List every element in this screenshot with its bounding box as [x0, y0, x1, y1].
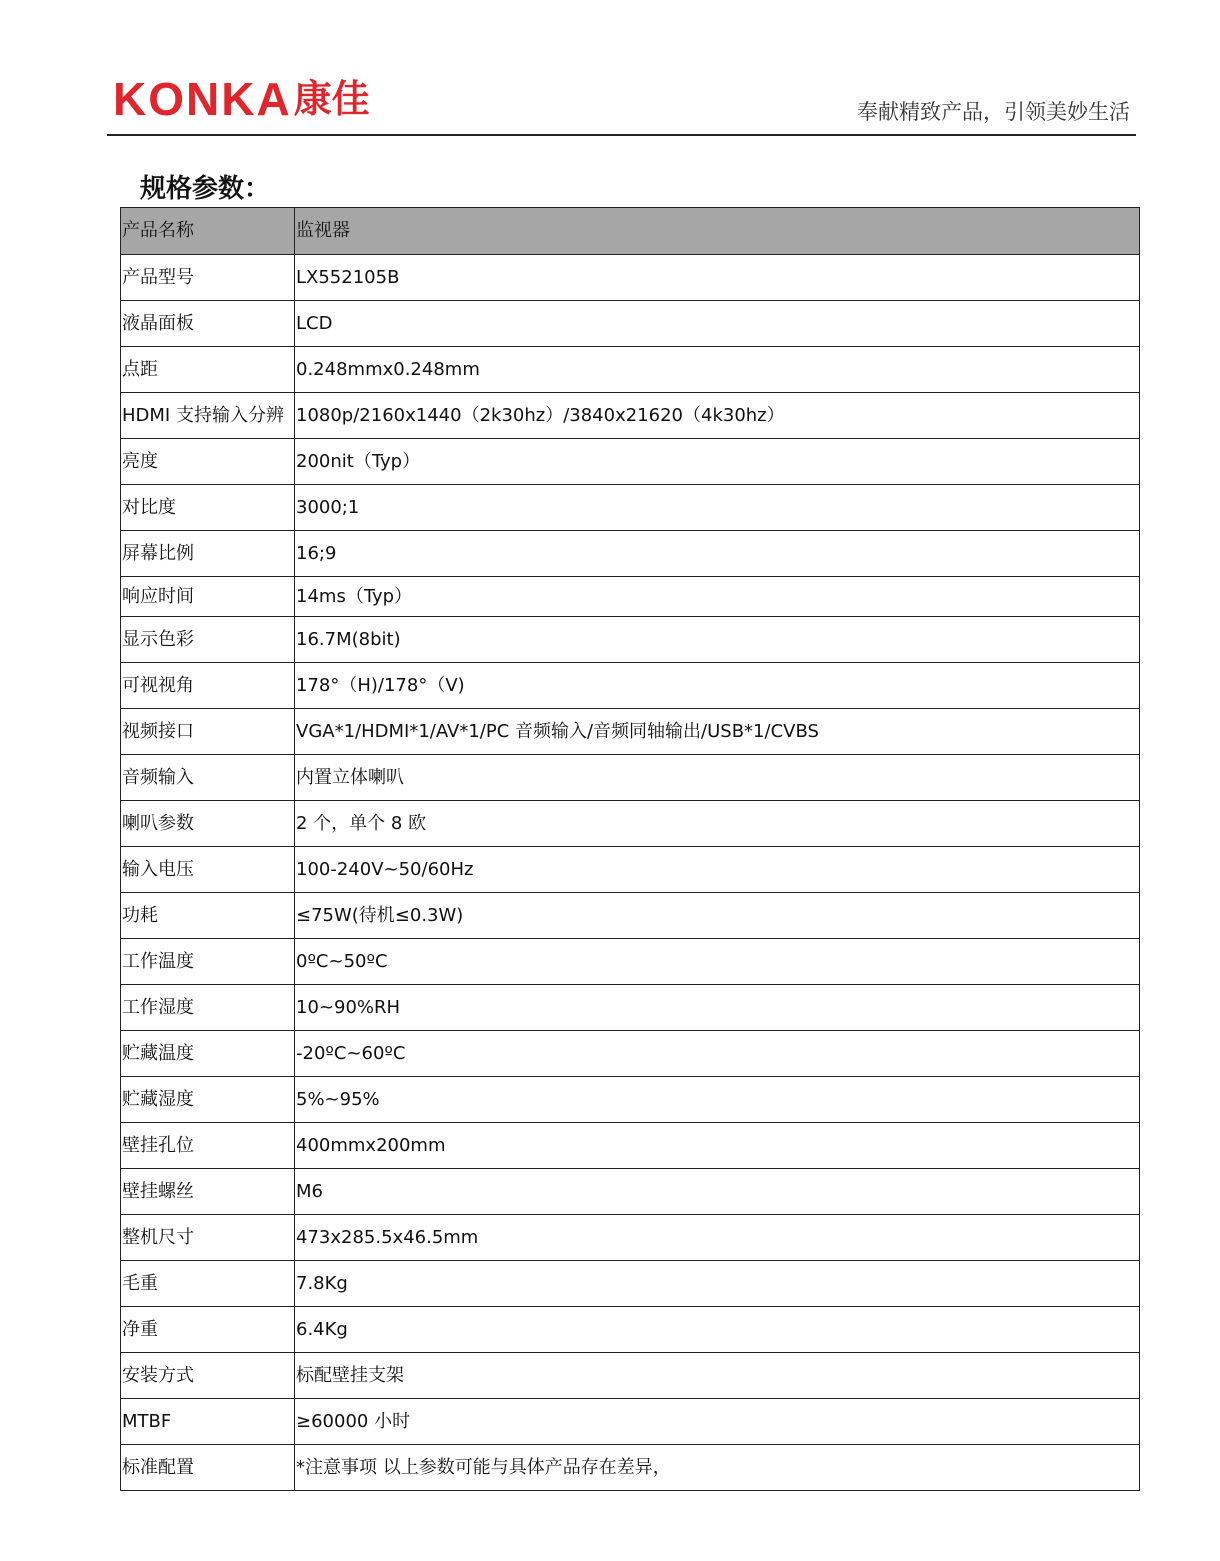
spec-value: 100-240V~50/60Hz — [295, 847, 1140, 893]
spec-label: 响应时间 — [121, 577, 295, 617]
spec-label: 功耗 — [121, 893, 295, 939]
table-row — [121, 755, 1140, 801]
spec-label: 可视视角 — [121, 663, 295, 709]
spec-value: 5%~95% — [295, 1077, 1140, 1123]
section-title: 规格参数： — [140, 174, 271, 204]
spec-value: 3000;1 — [295, 485, 1140, 531]
table-row — [121, 1261, 1140, 1307]
konka-logo — [113, 73, 370, 125]
spec-value: 标配壁挂支架 — [295, 1353, 1140, 1399]
spec-label: 视频接口 — [121, 709, 295, 755]
table-row — [121, 393, 1140, 439]
table-row — [121, 893, 1140, 939]
spec-value: VGA*1/HDMI*1/AV*1/PC 音频输入/音频同轴输出/USB*1/CVBS — [295, 709, 1140, 755]
spec-value: ≥60000 小时 — [295, 1399, 1140, 1445]
table-row — [121, 1307, 1140, 1353]
spec-label: 整机尺寸 — [121, 1215, 295, 1261]
table-row — [121, 1169, 1140, 1215]
spec-label: 喇叭参数 — [121, 801, 295, 847]
spec-value: 400mmx200mm — [295, 1123, 1140, 1169]
spec-value: 6.4Kg — [295, 1307, 1140, 1353]
table-row — [121, 485, 1140, 531]
spec-value: 16.7M(8bit) — [295, 617, 1140, 663]
spec-value: 200nit（Typ） — [295, 439, 1140, 485]
table-row — [121, 531, 1140, 577]
spec-value: M6 — [295, 1169, 1140, 1215]
table-row — [121, 709, 1140, 755]
spec-label: 对比度 — [121, 485, 295, 531]
spec-value: 10~90%RH — [295, 985, 1140, 1031]
spec-label: 工作温度 — [121, 939, 295, 985]
spec-value: 178°（H)/178°（V) — [295, 663, 1140, 709]
table-row — [121, 1215, 1140, 1261]
table-row — [121, 1031, 1140, 1077]
spec-label: HDMI 支持输入分辨 — [121, 393, 295, 439]
table-row — [121, 439, 1140, 485]
spec-label: 液晶面板 — [121, 301, 295, 347]
spec-table-header-row — [121, 208, 1140, 255]
spec-label: MTBF — [121, 1399, 295, 1445]
spec-value: *注意事项 以上参数可能与具体产品存在差异， — [295, 1445, 1140, 1491]
spec-value: LCD — [295, 301, 1140, 347]
table-row — [121, 347, 1140, 393]
table-row — [121, 617, 1140, 663]
spec-value: 监视器 — [295, 208, 1140, 255]
page-header — [107, 72, 1136, 136]
spec-label: 输入电压 — [121, 847, 295, 893]
spec-label: 屏幕比例 — [121, 531, 295, 577]
spec-value: 内置立体喇叭 — [295, 755, 1140, 801]
table-row — [121, 1445, 1140, 1491]
spec-label: 音频输入 — [121, 755, 295, 801]
table-row — [121, 301, 1140, 347]
spec-label: 显示色彩 — [121, 617, 295, 663]
logo-latin-text: KONKA — [113, 73, 292, 125]
spec-label: 产品名称 — [121, 208, 295, 255]
spec-value: -20ºC~60ºC — [295, 1031, 1140, 1077]
table-row — [121, 939, 1140, 985]
spec-value: 1080p/2160x1440（2k30hz）/3840x21620（4k30hz） — [295, 393, 1140, 439]
table-row — [121, 255, 1140, 301]
spec-label: 贮藏湿度 — [121, 1077, 295, 1123]
spec-label: 壁挂孔位 — [121, 1123, 295, 1169]
table-row — [121, 1399, 1140, 1445]
table-row — [121, 801, 1140, 847]
spec-value: 7.8Kg — [295, 1261, 1140, 1307]
spec-value: 2 个，单个 8 欧 — [295, 801, 1140, 847]
table-row — [121, 577, 1140, 617]
spec-value: 16;9 — [295, 531, 1140, 577]
spec-label: 工作湿度 — [121, 985, 295, 1031]
spec-value: 0ºC~50ºC — [295, 939, 1140, 985]
spec-value: 0.248mmx0.248mm — [295, 347, 1140, 393]
slogan: 奉献精致产品，引领美妙生活 — [857, 100, 1130, 124]
spec-label: 毛重 — [121, 1261, 295, 1307]
logo-cjk-text: 康佳 — [293, 77, 370, 121]
spec-table — [120, 207, 1140, 1491]
table-row — [121, 1123, 1140, 1169]
spec-value: LX552105B — [295, 255, 1140, 301]
spec-label: 标准配置 — [121, 1445, 295, 1491]
spec-label: 净重 — [121, 1307, 295, 1353]
spec-value: 14ms（Typ） — [295, 577, 1140, 617]
table-row — [121, 1077, 1140, 1123]
spec-label: 点距 — [121, 347, 295, 393]
spec-value: 473x285.5x46.5mm — [295, 1215, 1140, 1261]
spec-label: 安装方式 — [121, 1353, 295, 1399]
spec-label: 亮度 — [121, 439, 295, 485]
table-row — [121, 1353, 1140, 1399]
table-row — [121, 663, 1140, 709]
spec-label: 贮藏温度 — [121, 1031, 295, 1077]
table-row — [121, 985, 1140, 1031]
spec-label: 产品型号 — [121, 255, 295, 301]
table-row — [121, 847, 1140, 893]
spec-value: ≤75W(待机≤0.3W) — [295, 893, 1140, 939]
spec-label: 壁挂螺丝 — [121, 1169, 295, 1215]
